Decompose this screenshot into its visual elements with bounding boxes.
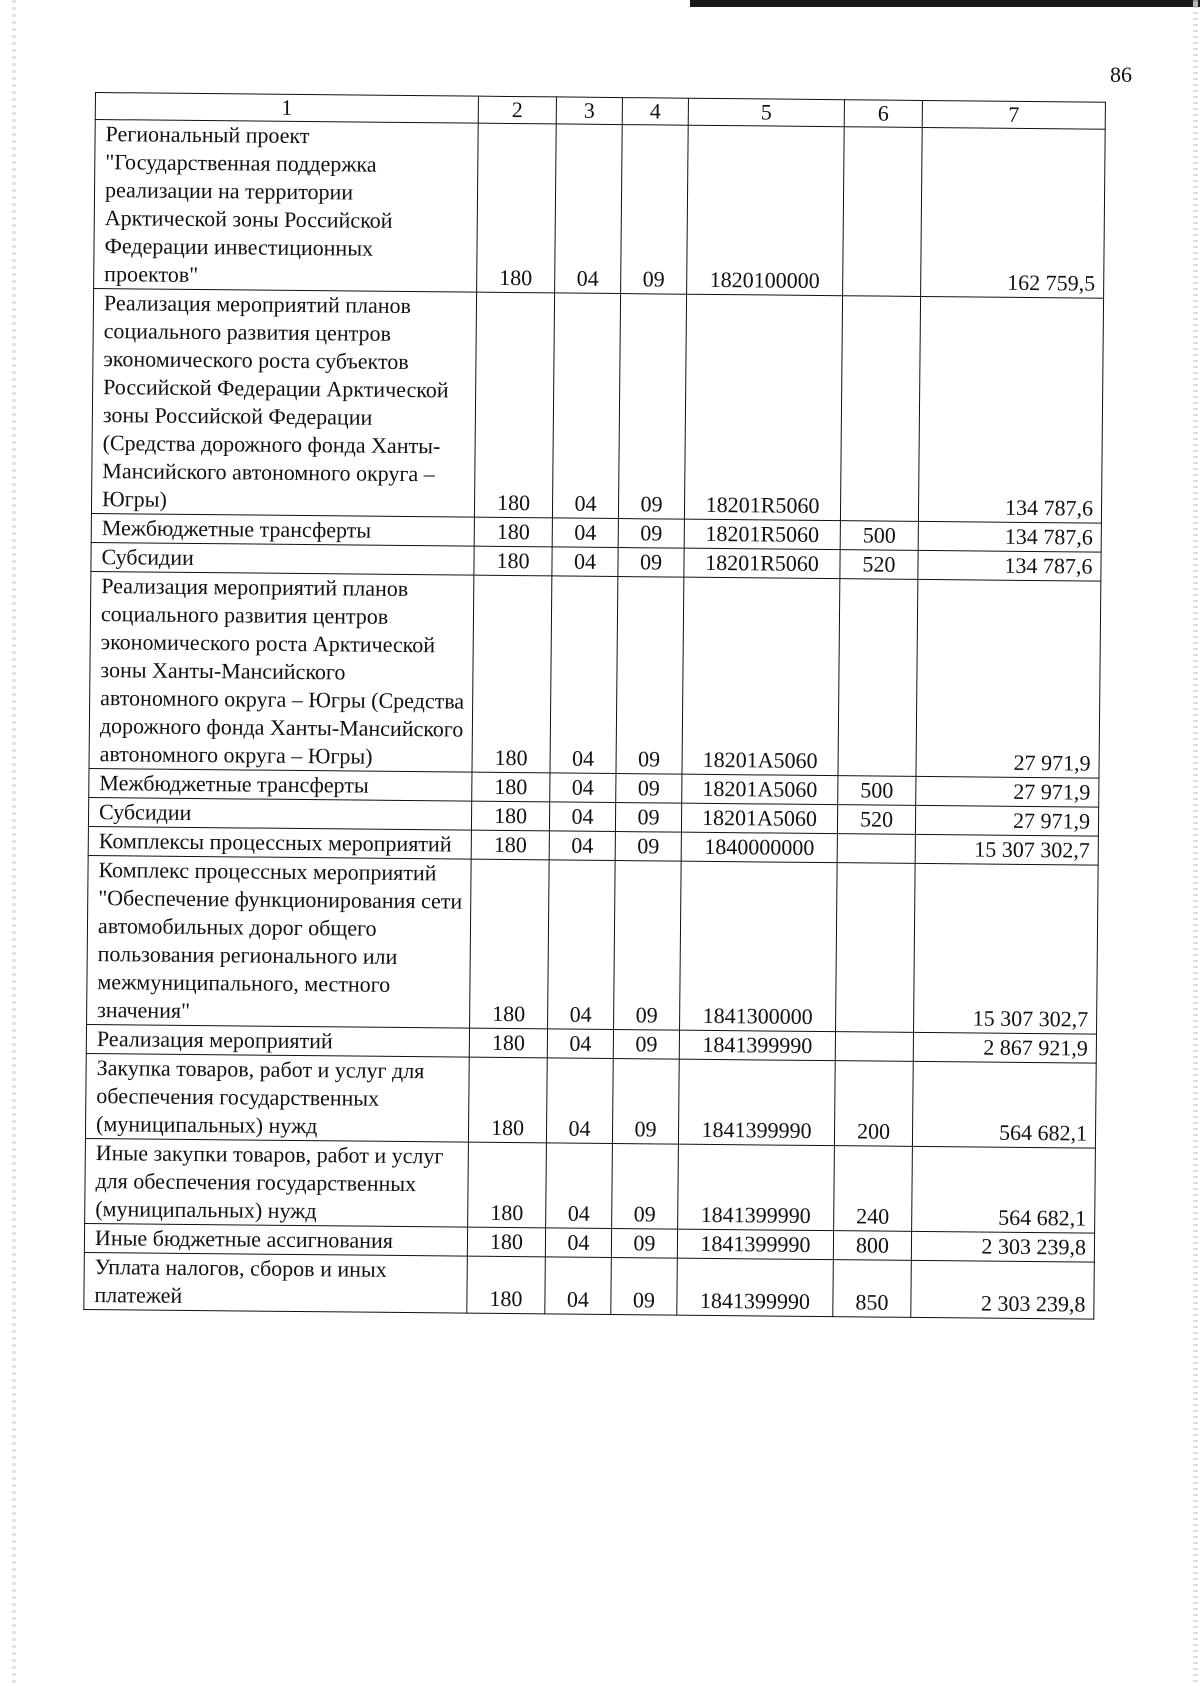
row-cell-col5: 1820100000 (687, 125, 845, 295)
row-cell-col2: 180 (468, 1142, 547, 1228)
column-header: 3 (556, 97, 622, 125)
row-cell-col5: 1840000000 (681, 832, 837, 862)
row-cell-col2: 180 (477, 123, 557, 293)
row-cell-col3: 04 (545, 1257, 612, 1315)
row-cell-col4: 09 (612, 1144, 679, 1230)
row-cell-col3: 04 (549, 831, 615, 861)
row-cell-col5: 18201R5060 (684, 519, 840, 549)
table-row (91, 288, 1103, 523)
row-cell-col3: 04 (552, 293, 620, 519)
table-row (89, 571, 1101, 778)
row-cell-col5: 18201R5060 (684, 548, 840, 578)
column-header: 1 (95, 93, 478, 124)
row-name-cell: Межбюджетные трансферты (89, 768, 472, 801)
row-cell-col5: 18201А5060 (681, 803, 837, 833)
row-cell-col4: 09 (615, 803, 681, 833)
row-cell-col4: 09 (612, 1059, 679, 1145)
row-cell-col7: 27 971,9 (916, 579, 1101, 778)
row-cell-col7: 15 307 302,7 (914, 863, 1099, 1034)
table-row (94, 120, 1106, 299)
row-name-cell: Реализация мероприятий (86, 1024, 469, 1057)
row-cell-col5: 18201А5060 (682, 577, 840, 775)
column-header: 2 (478, 96, 556, 124)
table-row (85, 1053, 1096, 1148)
row-cell-col5: 1841399990 (679, 1030, 835, 1060)
table-row (87, 855, 1099, 1034)
row-cell-col3: 04 (546, 1058, 613, 1144)
row-cell-col6: 240 (834, 1146, 913, 1232)
row-cell-col2: 180 (470, 859, 550, 1029)
row-cell-col6 (838, 579, 918, 777)
scan-top-edge-line (690, 0, 1200, 7)
row-cell-col3: 04 (550, 773, 616, 803)
row-cell-col2: 180 (474, 546, 552, 576)
column-header: 7 (922, 100, 1105, 129)
row-name-cell: Региональный проект "Государственная поддержка реализации на территории Арктической зоны Российской Федерации инвестиционных проектов" (94, 120, 479, 293)
row-cell-col2: 180 (474, 517, 552, 547)
row-cell-col3: 04 (555, 124, 623, 294)
row-cell-col6 (836, 863, 916, 1033)
row-cell-col2: 180 (474, 292, 554, 518)
row-cell-col4: 09 (618, 519, 684, 549)
table-body (84, 93, 1106, 1320)
row-cell-col3: 04 (550, 576, 618, 774)
budget-table (83, 92, 1106, 1320)
row-cell-col6: 500 (838, 776, 916, 806)
row-cell-col4: 09 (621, 125, 689, 295)
row-name-cell: Межбюджетные трансферты (91, 513, 474, 546)
row-cell-col3: 04 (548, 860, 616, 1030)
row-cell-col5: 18201R5060 (684, 294, 842, 520)
row-cell-col7: 27 971,9 (916, 776, 1099, 807)
row-cell-col4: 09 (618, 548, 684, 578)
row-cell-col6 (837, 834, 915, 864)
row-cell-col3: 04 (545, 1228, 611, 1258)
row-cell-col4: 09 (618, 294, 686, 520)
row-cell-col4: 09 (615, 832, 681, 862)
row-name-cell: Иные закупки товаров, работ и услуг для обеспечения государственных (муниципальных) нужд (85, 1138, 469, 1227)
row-cell-col5: 1841300000 (680, 861, 838, 1031)
row-cell-col7: 134 787,6 (918, 521, 1101, 552)
row-cell-col6: 200 (834, 1061, 913, 1147)
row-cell-col5: 1841399990 (678, 1059, 835, 1145)
row-cell-col4: 09 (613, 1030, 679, 1060)
row-cell-col6 (843, 127, 923, 297)
row-name-cell: Уплата налогов, сборов и иных платежей (84, 1252, 468, 1313)
row-cell-col5: 18201А5060 (682, 774, 838, 804)
row-name-cell: Субсидии (88, 797, 471, 830)
row-cell-col3: 04 (552, 518, 618, 548)
row-cell-col4: 09 (611, 1229, 677, 1259)
column-header: 5 (688, 98, 844, 126)
row-cell-col3: 04 (552, 547, 618, 577)
row-name-cell: Субсидии (91, 542, 474, 575)
row-cell-col3: 04 (546, 1143, 613, 1229)
row-cell-col2: 180 (472, 575, 552, 773)
row-cell-col6 (840, 296, 920, 522)
row-cell-col6 (835, 1032, 913, 1062)
row-cell-col2: 180 (468, 1057, 547, 1143)
row-cell-col4: 09 (611, 1258, 678, 1316)
row-cell-col7: 15 307 302,7 (915, 834, 1098, 865)
page-number: 86 (1110, 62, 1132, 87)
row-name-cell: Реализация мероприятий планов социального развития центров экономического роста Арктической зоны Ханты-Мансийского автономного округа – Югры (Средства дорожного фонда Ханты-Мансийского автономного округа – Югры) (89, 571, 474, 772)
row-cell-col2: 180 (467, 1227, 545, 1257)
scan-right-edge-noise (1193, 0, 1198, 1686)
row-name-cell: Иные бюджетные ассигнования (84, 1223, 467, 1256)
row-cell-col2: 180 (472, 772, 550, 802)
row-cell-col5: 1841399990 (677, 1258, 834, 1316)
row-cell-col6: 800 (833, 1231, 911, 1261)
row-name-cell: Реализация мероприятий планов социального развития центров экономического роста субъектов Российской Федерации Арктической зоны Российской Федерации (Средства дорожного фонда Ханты-Мансийского автономного округа – Югры) (91, 288, 476, 517)
row-cell-col6: 520 (840, 550, 918, 580)
row-name-cell: Комплекс процессных мероприятий "Обеспечение функционирования сети автомобильных дорог общего пользования регионального или межмуниципального, местного значения" (87, 855, 472, 1028)
column-header: 6 (844, 100, 922, 128)
row-name-cell: Комплексы процессных мероприятий (88, 826, 471, 859)
row-cell-col2: 180 (471, 830, 549, 860)
row-cell-col6: 520 (837, 805, 915, 835)
row-cell-col2: 180 (467, 1256, 546, 1314)
row-cell-col6: 500 (840, 521, 918, 551)
row-cell-col7: 2 867 921,9 (913, 1032, 1096, 1063)
scan-left-edge-noise (12, 0, 16, 1686)
row-cell-col7: 134 787,6 (918, 550, 1101, 581)
table-row (85, 1138, 1096, 1233)
row-cell-col6: 850 (833, 1260, 912, 1318)
row-cell-col7: 134 787,6 (918, 296, 1103, 523)
row-cell-col7: 2 303 239,8 (911, 1260, 1095, 1319)
row-cell-col4: 09 (614, 861, 682, 1031)
table-row (84, 1252, 1095, 1319)
row-cell-col4: 09 (616, 577, 684, 775)
column-header: 4 (622, 98, 688, 126)
row-cell-col4: 09 (616, 774, 682, 804)
row-cell-col3: 04 (549, 802, 615, 832)
row-cell-col7: 27 971,9 (915, 805, 1098, 836)
row-cell-col7: 162 759,5 (921, 127, 1106, 298)
row-cell-col2: 180 (471, 801, 549, 831)
row-cell-col7: 2 303 239,8 (911, 1231, 1094, 1262)
row-cell-col7: 564 682,1 (912, 1061, 1096, 1148)
row-cell-col2: 180 (469, 1028, 547, 1058)
row-cell-col7: 564 682,1 (912, 1146, 1096, 1233)
row-name-cell: Закупка товаров, работ и услуг для обеспечения государственных (муниципальных) нужд (85, 1053, 469, 1142)
row-cell-col5: 1841399990 (678, 1144, 835, 1230)
row-cell-col3: 04 (547, 1029, 613, 1059)
row-cell-col5: 1841399990 (677, 1229, 833, 1259)
